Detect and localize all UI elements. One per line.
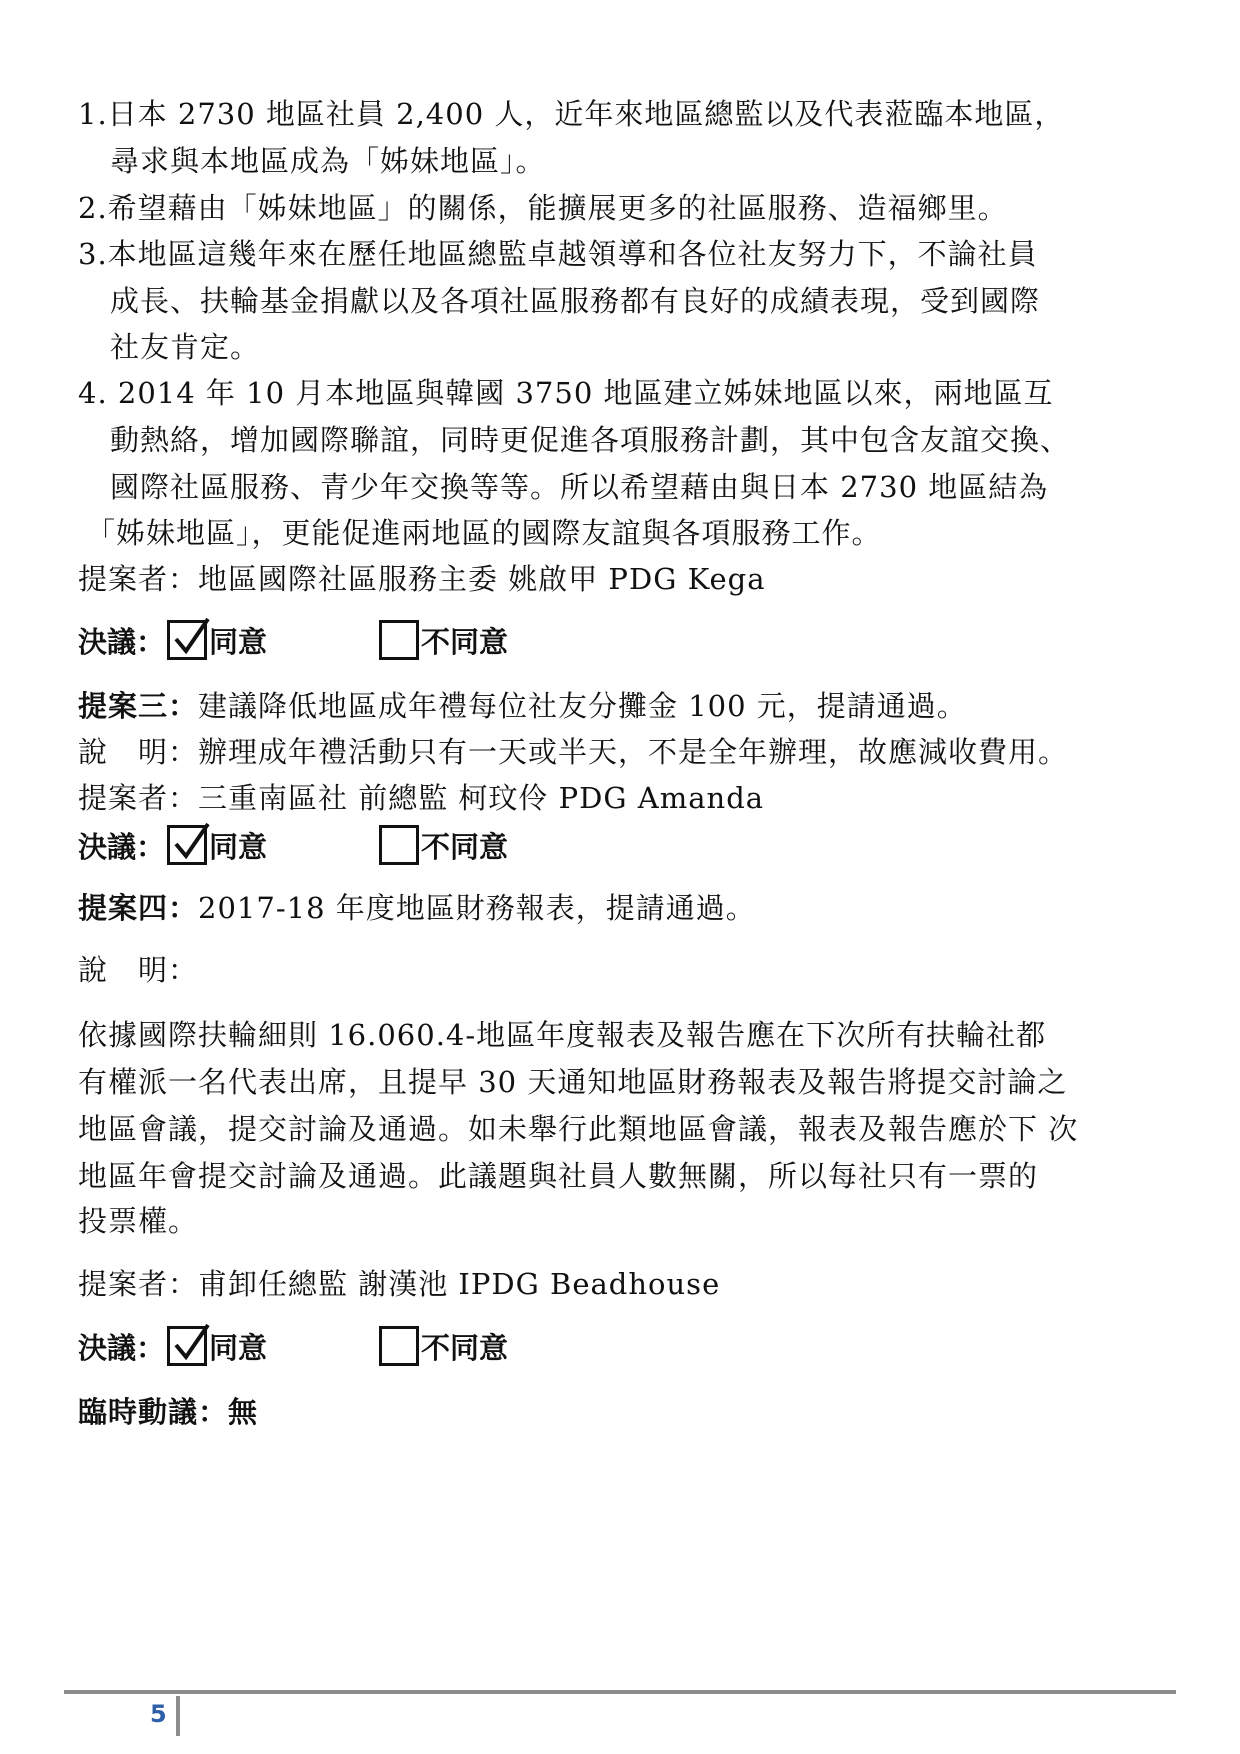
resolution-3 xyxy=(78,1322,508,1370)
proposal-4-body-line3: 地區會議，提交討論及通過。如未舉行此類地區會議，報表及報告應於下 次 xyxy=(78,1112,1079,1146)
proposal-4-body-line4: 地區年會提交討論及通過。此議題與社員人數無關，所以每社只有一票的 xyxy=(78,1159,1039,1193)
check-icon xyxy=(168,1323,212,1367)
check-icon xyxy=(168,822,212,866)
disagree-label: 不同意 xyxy=(421,1330,509,1365)
resolution-label: 決議： xyxy=(78,1330,166,1365)
disagree-label: 不同意 xyxy=(421,829,509,864)
proposal-4-body-line1: 依據國際扶輪細則 16.060.4-地區年度報表及報告應在下次所有扶輪社都 xyxy=(78,1018,1047,1052)
item3-line1: 3.本地區這幾年來在歷任地區總監卓越領導和各位社友努力下，不論社員 xyxy=(78,237,1038,271)
proposal-4-label: 提案四： xyxy=(78,891,199,925)
extempore-motion: 臨時動議：無 xyxy=(78,1395,259,1429)
item4-line1: 4. 2014 年 10 月本地區與韓國 3750 地區建立姊妹地區以來，兩地區互 xyxy=(78,376,1054,410)
resolution-label: 決議： xyxy=(78,624,166,659)
check-icon xyxy=(168,617,212,661)
item4-line4: 「姊妹地區」，更能促進兩地區的國際友誼與各項服務工作。 xyxy=(86,516,882,550)
disagree-checkbox[interactable] xyxy=(379,1326,419,1366)
proposal-4-explain-label: 說 明： xyxy=(78,953,199,987)
page-number: 5 xyxy=(150,1700,167,1728)
agree-label: 同意 xyxy=(209,624,268,659)
agree-checkbox-checked[interactable] xyxy=(167,825,207,865)
proposer-4: 提案者：甫卸任總監 謝漢池 IPDG Beadhouse xyxy=(78,1267,721,1301)
agree-label: 同意 xyxy=(209,829,268,864)
proposal-3-text: 建議降低地區成年禮每位社友分攤金 100 元，提請通過。 xyxy=(198,689,967,723)
disagree-label: 不同意 xyxy=(421,624,509,659)
proposal-3 xyxy=(78,688,967,724)
proposal-4-body-line2: 有權派一名代表出席，且提早 30 天通知地區財務報表及報告將提交討論之 xyxy=(78,1065,1068,1099)
disagree-checkbox[interactable] xyxy=(379,620,419,660)
resolution-1 xyxy=(78,616,508,664)
disagree-checkbox[interactable] xyxy=(379,825,419,865)
proposer-2: 提案者：地區國際社區服務主委 姚啟甲 PDG Kega xyxy=(78,562,766,596)
footer-rule xyxy=(64,1690,1176,1694)
agree-checkbox-checked[interactable] xyxy=(167,620,207,660)
proposal-4 xyxy=(78,890,756,926)
item1-line1: 1.日本 2730 地區社員 2,400 人，近年來地區總監以及代表蒞臨本地區， xyxy=(78,97,1065,131)
footer-divider xyxy=(176,1696,180,1736)
proposal-4-text: 2017-18 年度地區財務報表，提請通過。 xyxy=(198,891,756,925)
proposal-3-explain: 說 明：辦理成年禮活動只有一天或半天，不是全年辦理，故應減收費用。 xyxy=(78,735,1069,769)
agree-checkbox-checked[interactable] xyxy=(167,1326,207,1366)
item1-line2: 尋求與本地區成為「姊妹地區」。 xyxy=(110,144,546,178)
item3-line3: 社友肯定。 xyxy=(110,330,261,364)
item3-line2: 成長、扶輪基金捐獻以及各項社區服務都有良好的成績表現，受到國際 xyxy=(110,284,1041,318)
proposal-4-body-line5: 投票權。 xyxy=(78,1204,199,1238)
proposal-3-label: 提案三： xyxy=(78,689,199,723)
resolution-label: 決議： xyxy=(78,829,166,864)
item4-line2: 動熱絡，增加國際聯誼，同時更促進各項服務計劃，其中包含友誼交換、 xyxy=(110,423,1071,457)
item4-line3: 國際社區服務、青少年交換等等。所以希望藉由與日本 2730 地區結為 xyxy=(110,470,1049,504)
item2: 2.希望藉由「姊妹地區」的關係，能擴展更多的社區服務、造福鄉里。 xyxy=(78,191,1008,225)
proposer-3: 提案者：三重南區社 前總監 柯玟伶 PDG Amanda xyxy=(78,781,765,815)
resolution-2 xyxy=(78,821,508,869)
agree-label: 同意 xyxy=(209,1330,268,1365)
